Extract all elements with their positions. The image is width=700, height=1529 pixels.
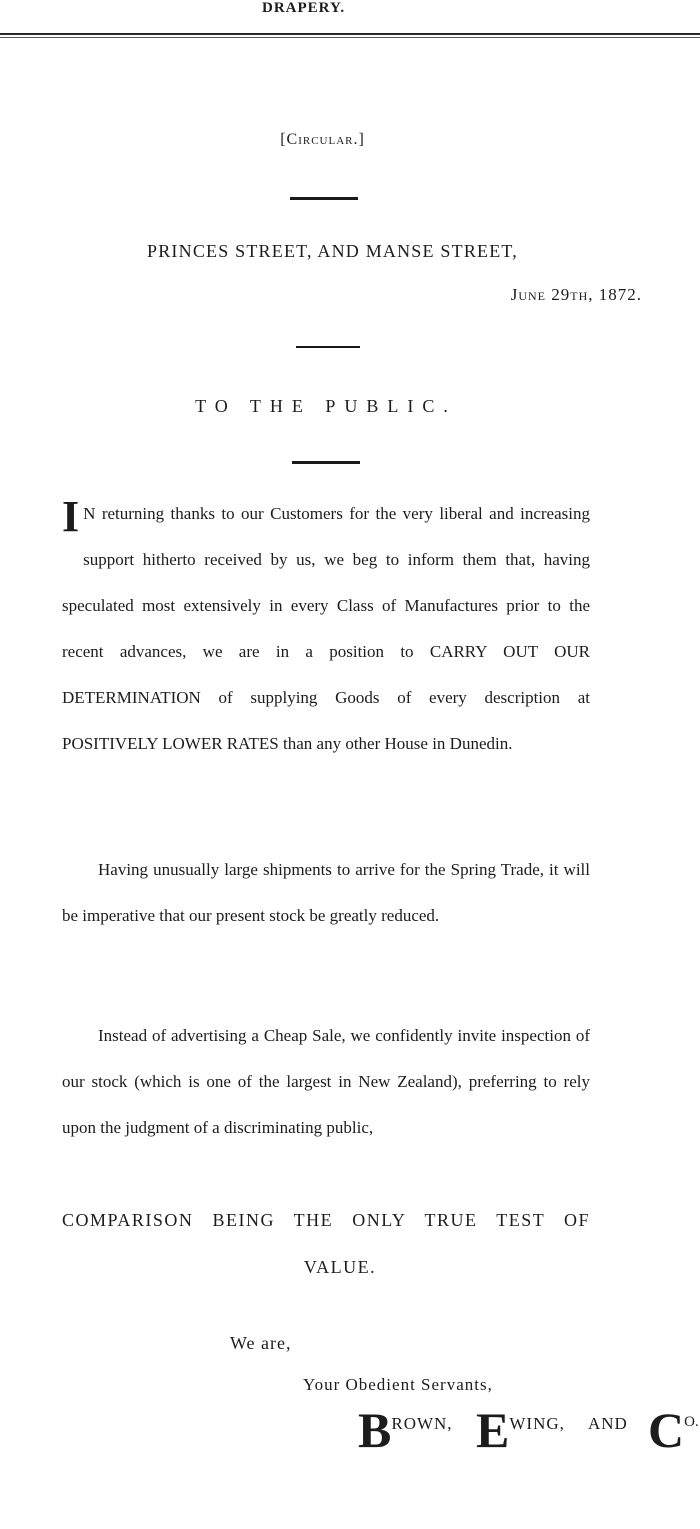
- page-header: [0, 0, 700, 36]
- circular-label: [Circular.]: [280, 131, 365, 148]
- slogan-line-2: VALUE.: [303, 1257, 377, 1277]
- signature-co-rest: O.: [684, 1414, 699, 1430]
- header-rule-thin: [0, 37, 700, 38]
- public-heading: TO THE PUBLIC.: [195, 396, 457, 416]
- header-rule: [0, 33, 700, 35]
- address-line: PRINCES STREET, AND MANSE STREET,: [147, 241, 518, 261]
- signature-brown-cap: B: [358, 1402, 392, 1458]
- signature-and-text: AND: [588, 1414, 628, 1433]
- signature-co-cap: C: [648, 1402, 685, 1458]
- divider-rule-1: [290, 197, 358, 200]
- section-title: DRAPERY.: [262, 0, 346, 16]
- signature-brown: [358, 1400, 453, 1460]
- divider-rule-2: [296, 346, 360, 348]
- paragraph-3: Instead of advertising a Cheap Sale, we confidently invite inspection of our stock (which is one of the largest in New Zealand), preferring to rely upon the judgment of a discriminating public,: [62, 1026, 590, 1137]
- closing-servants: Your Obedient Servants,: [303, 1375, 493, 1394]
- signature-brown-rest: ROWN,: [391, 1414, 453, 1433]
- signature-co: [648, 1400, 699, 1460]
- date-line: June 29th, 1872.: [510, 285, 642, 304]
- divider-rule-3: [292, 461, 360, 464]
- paragraph-1: [62, 491, 590, 767]
- signature: [358, 1400, 700, 1460]
- paragraph-1-text: N returning thanks to our Customers for the very liberal and increasing support hitherto received by us, we beg to inform them that, having speculated most extensively in every Class of Manufactures prior to the recent advances, we are in a position to CARRY OUT OUR DETERMINATION of supplying Goods of every description at POSITIVELY LOWER RATES than any other House in Dunedin.: [62, 504, 590, 753]
- drop-cap: I: [62, 492, 80, 541]
- paragraph-2: Having unusually large shipments to arrive for the Spring Trade, it will be imperative that our present stock be greatly reduced.: [62, 860, 590, 925]
- signature-ewing: [476, 1400, 565, 1460]
- signature-ewing-cap: E: [476, 1402, 510, 1458]
- signature-and: [588, 1400, 628, 1433]
- signature-ewing-rest: WING,: [509, 1414, 565, 1433]
- closing-we-are: We are,: [230, 1333, 292, 1353]
- slogan-line-1: COMPARISON BEING THE ONLY TRUE TEST OF: [62, 1210, 590, 1230]
